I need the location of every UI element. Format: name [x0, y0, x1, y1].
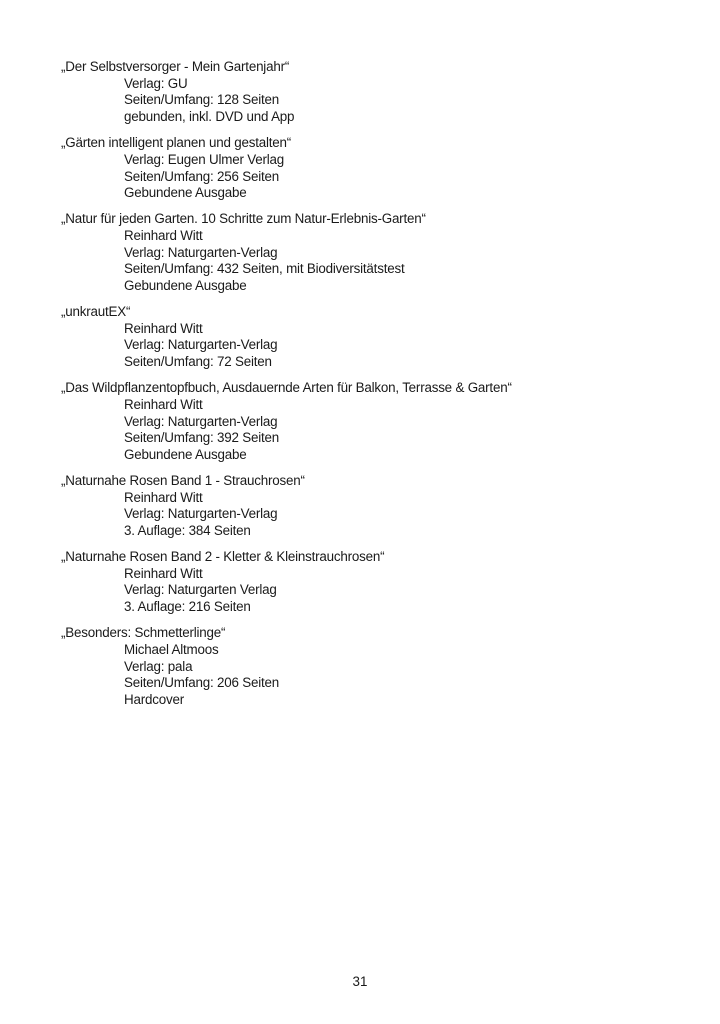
book-list	[61, 59, 661, 718]
book-detail: Verlag: Naturgarten-Verlag	[124, 413, 278, 429]
book-entry	[61, 304, 661, 371]
book-detail: Verlag: Naturgarten-Verlag	[124, 244, 278, 260]
book-detail: Seiten/Umfang: 256 Seiten	[124, 168, 280, 184]
book-entry	[61, 135, 661, 202]
book-detail: Verlag: Naturgarten-Verlag	[124, 337, 278, 353]
page-number: 31	[352, 974, 368, 989]
book-detail: Reinhard Witt	[124, 489, 203, 505]
book-entry	[61, 625, 661, 709]
book-detail: 3. Auflage: 384 Seiten	[124, 523, 251, 539]
book-detail: Reinhard Witt	[124, 396, 203, 412]
book-entry	[61, 211, 661, 295]
book-detail: Seiten/Umfang: 72 Seiten	[124, 354, 272, 370]
book-detail: Gebundene Ausgabe	[124, 278, 247, 294]
book-title: „Natur für jeden Garten. 10 Schritte zum Natur-Erlebnis-Garten“	[61, 211, 426, 227]
book-entry	[61, 380, 661, 464]
book-title: „Naturnahe Rosen Band 1 - Strauchrosen“	[61, 472, 305, 488]
book-title: „Der Selbstversorger - Mein Gartenjahr“	[61, 59, 290, 74]
book-detail: Seiten/Umfang: 392 Seiten	[124, 430, 280, 446]
book-detail: Verlag: Eugen Ulmer Verlag	[124, 151, 285, 167]
book-title: „Besonders: Schmetterlinge“	[61, 625, 226, 641]
book-detail: 3. Auflage: 216 Seiten	[124, 599, 251, 615]
book-detail: Verlag: GU	[124, 75, 188, 91]
book-entry	[61, 549, 661, 616]
book-detail: Verlag: Naturgarten-Verlag	[124, 506, 278, 522]
book-detail: Reinhard Witt	[124, 565, 203, 581]
book-title: „Gärten intelligent planen und gestalten“	[61, 135, 292, 151]
book-entry	[61, 473, 661, 540]
book-detail: Reinhard Witt	[124, 227, 203, 243]
book-detail: Verlag: Naturgarten Verlag	[124, 582, 277, 598]
book-title: „unkrautEX“	[61, 304, 131, 320]
book-detail: gebunden, inkl. DVD und App	[124, 109, 295, 125]
book-detail: Gebundene Ausgabe	[124, 185, 247, 201]
book-detail: Seiten/Umfang: 128 Seiten	[124, 92, 280, 108]
book-detail: Hardcover	[124, 691, 184, 707]
book-detail: Seiten/Umfang: 432 Seiten, mit Biodiversitätstest	[124, 261, 405, 277]
book-detail: Reinhard Witt	[124, 320, 203, 336]
book-detail: Seiten/Umfang: 206 Seiten	[124, 675, 280, 691]
book-detail: Michael Altmoos	[124, 641, 219, 657]
book-title: „Naturnahe Rosen Band 2 - Kletter & Kleinstrauchrosen“	[61, 549, 385, 565]
book-detail: Gebundene Ausgabe	[124, 446, 247, 462]
book-entry	[61, 59, 661, 126]
book-title: „Das Wildpflanzentopfbuch, Ausdauernde Arten für Balkon, Terrasse & Garten“	[61, 380, 512, 396]
book-detail: Verlag: pala	[124, 658, 193, 674]
